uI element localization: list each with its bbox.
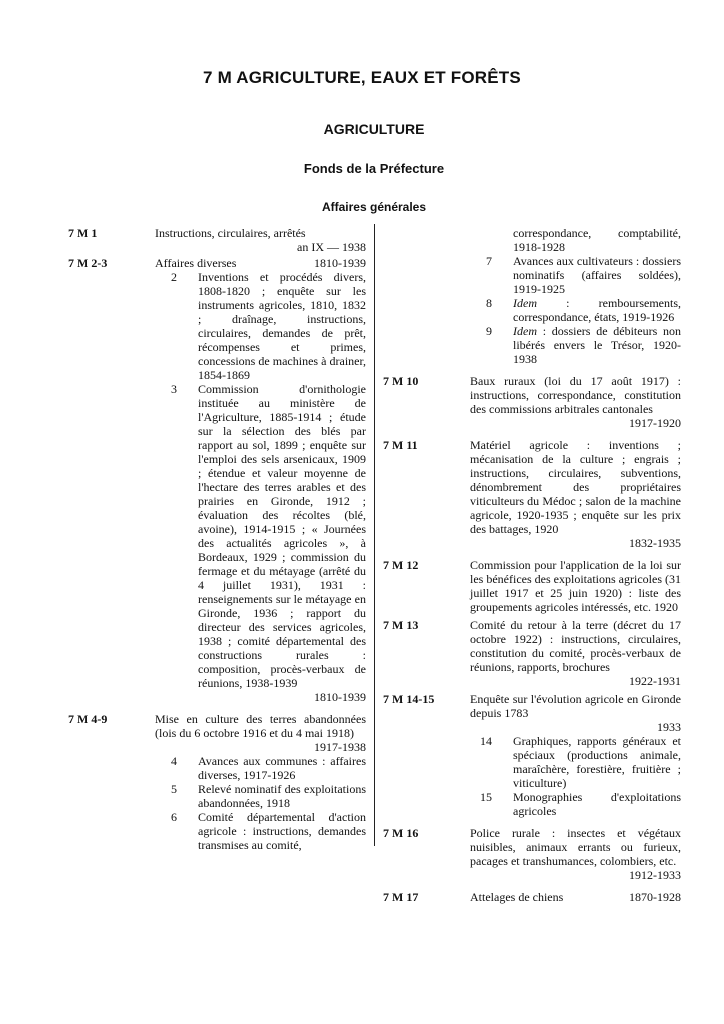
sub-item	[155, 270, 366, 382]
page-title: 7 M AGRICULTURE, EAUX ET FORÊTS	[203, 68, 521, 87]
entry-description: Police rurale : insectes et végétaux nuisibles, animaux errants ou furieux, pacages et transhumances, colombiers, etc.	[470, 826, 681, 868]
entry-code: 7 M 1	[68, 226, 98, 240]
entry-code: 7 M 14-15	[383, 692, 435, 706]
entry-description: Comité du retour à la terre (décret du 17 octobre 1922) : instructions, circulaires, constitution du comité, procès-verbaux de réunions, rapports, brochures	[470, 618, 681, 674]
entry-code: 7 M 2-3	[68, 256, 108, 270]
sub-item-description: Commission d'ornithologie instituée au ministère de l'Agriculture, 1885-1914 ; étude sur la sélection des blés par rapport au sol, 1899 ; enquête sur l'emploi des sels arsenicaux, 1909 ; étendue et valeur moyenne de l'hectare des terres arables et des prairies en Gironde, 1912 ; évaluation des récoltes (blé, avoine), 1914-1915 ; « Journées des actualités agricoles », à Bordeaux, 1929 ; commission du fermage et du métayage (arrêté du 4 juillet 1931), 1931 : renseignements sur le métayage en Gironde, 1936 ; rapport du directeur des services agricoles, 1938 ; comité départemental des constructions rurales : composition, procès-verbaux de réunions, 1938-1939	[198, 382, 366, 690]
entry-7m17	[383, 890, 681, 904]
fonds-heading: Fonds de la Préfecture	[303, 161, 445, 176]
entry-code: 7 M 12	[383, 558, 419, 572]
entry-7m14-15	[383, 692, 681, 818]
entry-7m12	[383, 558, 681, 614]
sub-item-number: 2	[171, 270, 177, 284]
entry-7m2-3	[68, 256, 366, 704]
entry-description: Enquête sur l'évolution agricole en Gironde depuis 1783	[470, 692, 681, 720]
column-divider	[374, 224, 375, 846]
entry-description: Mise en culture des terres abandonnées (lois du 6 octobre 1916 et du 4 mai 1918)	[155, 712, 366, 740]
entry-text	[155, 712, 366, 754]
entry-7m4-9-continued	[383, 226, 681, 366]
entry-description: Instructions, circulaires, arrêtés	[155, 226, 306, 240]
entry-7m13	[383, 618, 681, 688]
entry-code: 7 M 13	[383, 618, 419, 632]
sub-item-text: Inventions et procédés divers, 1808-1820 ; enquête sur les instruments agricoles, 1810, 1832 ; draînage, instructions, circulaires, demandes de prêt, récompenses et primes, concessions de machines à drainer, 1854-1869	[198, 270, 366, 382]
sub-item-number: 15	[480, 790, 492, 804]
entry-7m10	[383, 374, 681, 430]
continued-text: correspondance, comptabilité, 1918-1928	[513, 226, 681, 254]
entry-dates: 1912-1933	[629, 868, 681, 882]
sub-item-text	[198, 382, 366, 704]
entry-code: 7 M 16	[383, 826, 419, 840]
sub-item	[470, 296, 681, 324]
sub-item-dates: 1810-1939	[314, 690, 366, 704]
sub-item-number: 7	[486, 254, 492, 268]
entry-code: 7 M 10	[383, 374, 419, 388]
left-column	[68, 226, 366, 854]
sub-item-text: Relevé nominatif des exploitations abandonnées, 1918	[198, 782, 366, 810]
entry-text	[470, 618, 681, 688]
sub-item	[155, 782, 366, 810]
entry-text	[470, 692, 681, 734]
sub-item-number: 8	[486, 296, 492, 310]
sub-item-number: 9	[486, 324, 492, 338]
sub-item	[155, 754, 366, 782]
sub-item-text: Comité départemental d'action agricole : instructions, demandes transmises au comité,	[198, 810, 366, 852]
entry-dates: an IX — 1938	[297, 240, 366, 254]
sub-item-description: : remboursements, correspondance, états, 1919-1926	[513, 296, 681, 324]
sub-item	[470, 254, 681, 296]
entry-7m16	[383, 826, 681, 882]
sub-item-text: Monographies d'exploitations agricoles	[513, 790, 681, 818]
entry-dates: 1917-1938	[314, 740, 366, 754]
idem-label: Idem	[513, 296, 537, 310]
entry-dates: 1920	[653, 600, 678, 614]
sub-item	[470, 790, 681, 818]
sub-item-text	[513, 324, 681, 366]
sub-item-number: 5	[171, 782, 177, 796]
entry-7m11	[383, 438, 681, 550]
sub-item-text: Avances aux cultivateurs : dossiers nominatifs (affaires soldées), 1919-1925	[513, 254, 681, 296]
entry-7m1	[68, 226, 366, 254]
entry-description: Attelages de chiens	[470, 890, 564, 904]
entry-description: Commission pour l'application de la loi sur les bénéfices des exploitations agricoles (31 juillet 1917 et 25 juin 1920) : liste des groupements agricoles intéressés, etc.	[470, 558, 681, 614]
sub-item	[155, 382, 366, 704]
entry-code: 7 M 17	[383, 890, 419, 904]
entry-dates: 1832-1935	[629, 536, 681, 550]
subsection-heading: Affaires générales	[321, 200, 427, 214]
entry-text	[470, 890, 681, 904]
entry-dates: 1917-1920	[629, 416, 681, 430]
sub-item-text	[513, 296, 681, 324]
entry-code: 7 M 11	[383, 438, 418, 452]
idem-label: Idem	[513, 324, 537, 338]
entry-7m4-9	[68, 712, 366, 852]
entry-description: Matériel agricole : inventions ; mécanisation de la culture ; engrais ; instructions, circulaires, subventions, dénombrement des propriétaires viticulteurs du Médoc ; salon de la machine agricole, 1920-1935 ; enquête sur les prix des battages, 1920	[470, 438, 681, 536]
entry-description: Baux ruraux (loi du 17 août 1917) : instructions, correspondance, constitution des commissions arbitrales cantonales	[470, 374, 681, 416]
entry-dates: 1922-1931	[629, 674, 681, 688]
entry-text	[155, 226, 366, 254]
entry-text	[470, 438, 681, 550]
sub-item-description: : dossiers de débiteurs non libérés envers le Trésor, 1920-1938	[513, 324, 681, 366]
entry-dates: 1810-1939	[314, 256, 366, 270]
sub-item-text: Graphiques, rapports généraux et spéciaux (productions animale, maraîchère, forestière, fruitière ; viticulture)	[513, 734, 681, 790]
sub-item-text: Avances aux communes : affaires diverses, 1917-1926	[198, 754, 366, 782]
sub-item	[155, 810, 366, 852]
entry-text	[470, 558, 681, 614]
entry-text	[470, 374, 681, 430]
entry-code: 7 M 4-9	[68, 712, 108, 726]
sub-item-number: 6	[171, 810, 177, 824]
sub-item-number: 3	[171, 382, 177, 396]
section-heading: AGRICULTURE	[323, 121, 425, 137]
entry-dates: 1870-1928	[629, 890, 681, 904]
sub-item	[470, 324, 681, 366]
sub-item-number: 4	[171, 754, 177, 768]
right-column	[383, 226, 681, 906]
entry-dates: 1933	[657, 720, 681, 734]
entry-text	[155, 256, 366, 270]
entry-description: Affaires diverses	[155, 256, 237, 270]
sub-item-number: 14	[480, 734, 492, 748]
sub-item	[470, 734, 681, 790]
entry-text	[470, 826, 681, 882]
